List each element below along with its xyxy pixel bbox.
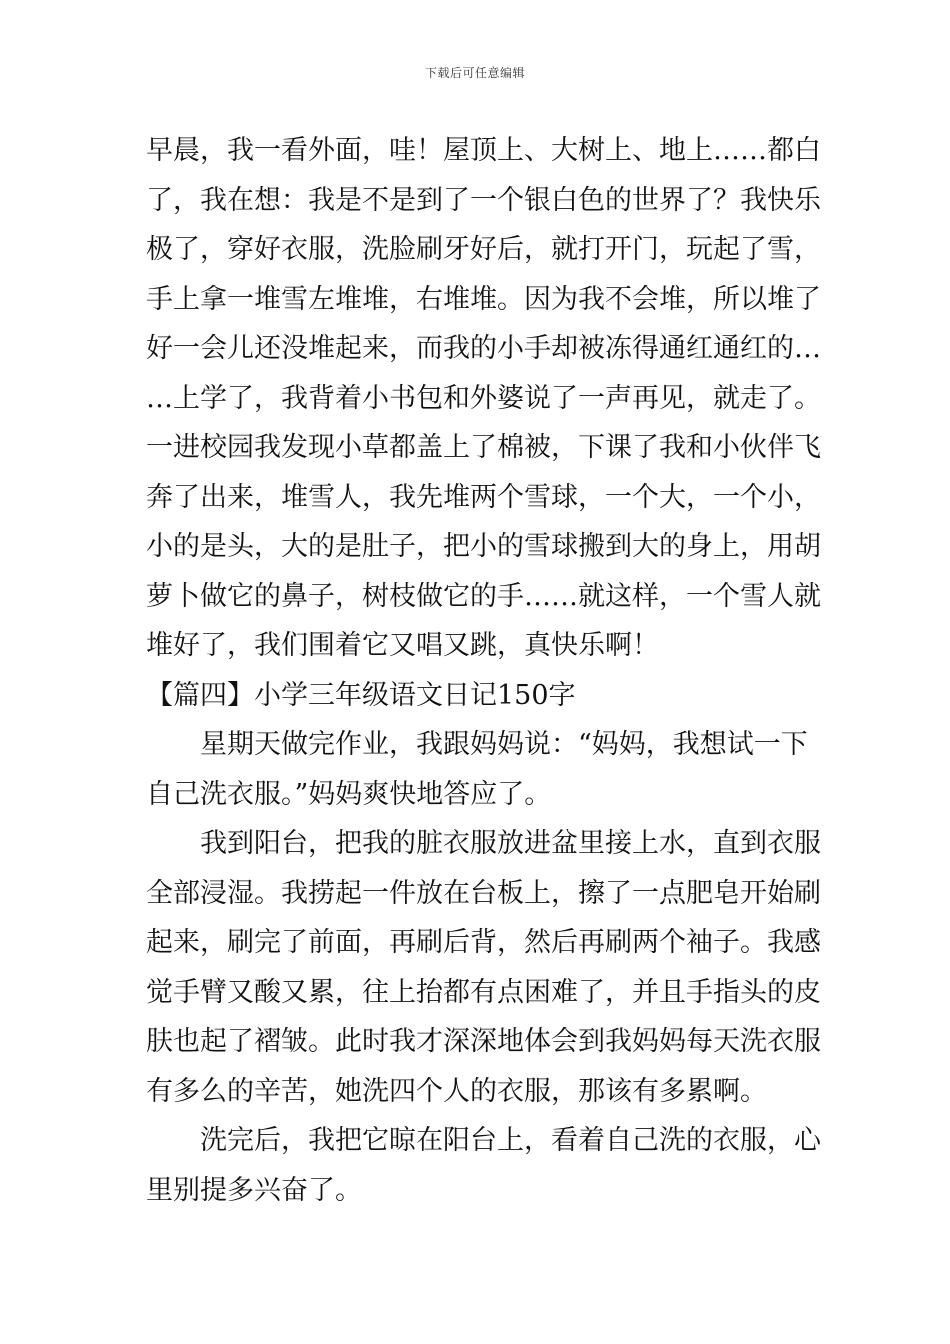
text-line: 自己洗衣服。”妈妈爽快地答应了。 [146,778,552,810]
text-line: 全部浸湿。我捞起一件放在台板上，擦了一点肥皂开始刷 [146,877,821,909]
text-line: 肤也起了褶皱。此时我才深深地体会到我妈妈每天洗衣服 [146,1026,821,1057]
section-heading: 【篇四】小学三年级语文日记150字 [146,679,576,711]
text-line: 了，我在想：我是不是到了一个银白色的世界了？我快乐 [146,184,821,216]
page-header: 下载后可任意编辑 [424,66,525,80]
text-line: 起来，刷完了前面，再刷后背，然后再刷两个袖子。我感 [146,927,821,958]
text-line: 早晨，我一看外面，哇！屋顶上、大树上、地上……都白 [146,135,821,166]
text-line: 觉手臂又酸又累，往上抬都有点困难了，并且手指头的皮 [146,976,821,1008]
paragraph-first-line: 星期天做完作业，我跟妈妈说：“妈妈，我想试一下 [200,729,808,760]
paragraph-first-line: 洗完后，我把它晾在阳台上，看着自己洗的衣服，心 [200,1125,821,1156]
text-line: 有多么的辛苦，她洗四个人的衣服，那该有多累啊。 [146,1075,767,1107]
text-line: 手上拿一堆雪左堆堆，右堆堆。因为我不会堆，所以堆了 [146,283,821,315]
text-line: 小的是头，大的是肚子，把小的雪球搬到大的身上，用胡 [146,531,821,562]
text-line: 里别提多兴奋了。 [146,1174,362,1206]
text-line: 好一会儿还没堆起来，而我的小手却被冻得通红通红的… [146,333,821,364]
document-body [146,126,821,1215]
paragraph-first-line: 我到阳台，把我的脏衣服放进盆里接上水，直到衣服 [200,828,821,859]
text-line: 萝卜做它的鼻子，树枝做它的手……就这样，一个雪人就 [146,580,821,612]
text-line: 堆好了，我们围着它又唱又跳，真快乐啊！ [146,630,659,661]
text-line: 极了，穿好衣服，洗脸刷牙好后，就打开门，玩起了雪， [146,234,821,265]
text-line: 奔了出来，堆雪人，我先堆两个雪球，一个大，一个小， [146,481,821,513]
text-line: …上学了，我背着小书包和外婆说了一声再见，就走了。 [146,382,821,414]
text-line: 一进校园我发现小草都盖上了棉被，下课了我和小伙伴飞 [146,432,821,463]
